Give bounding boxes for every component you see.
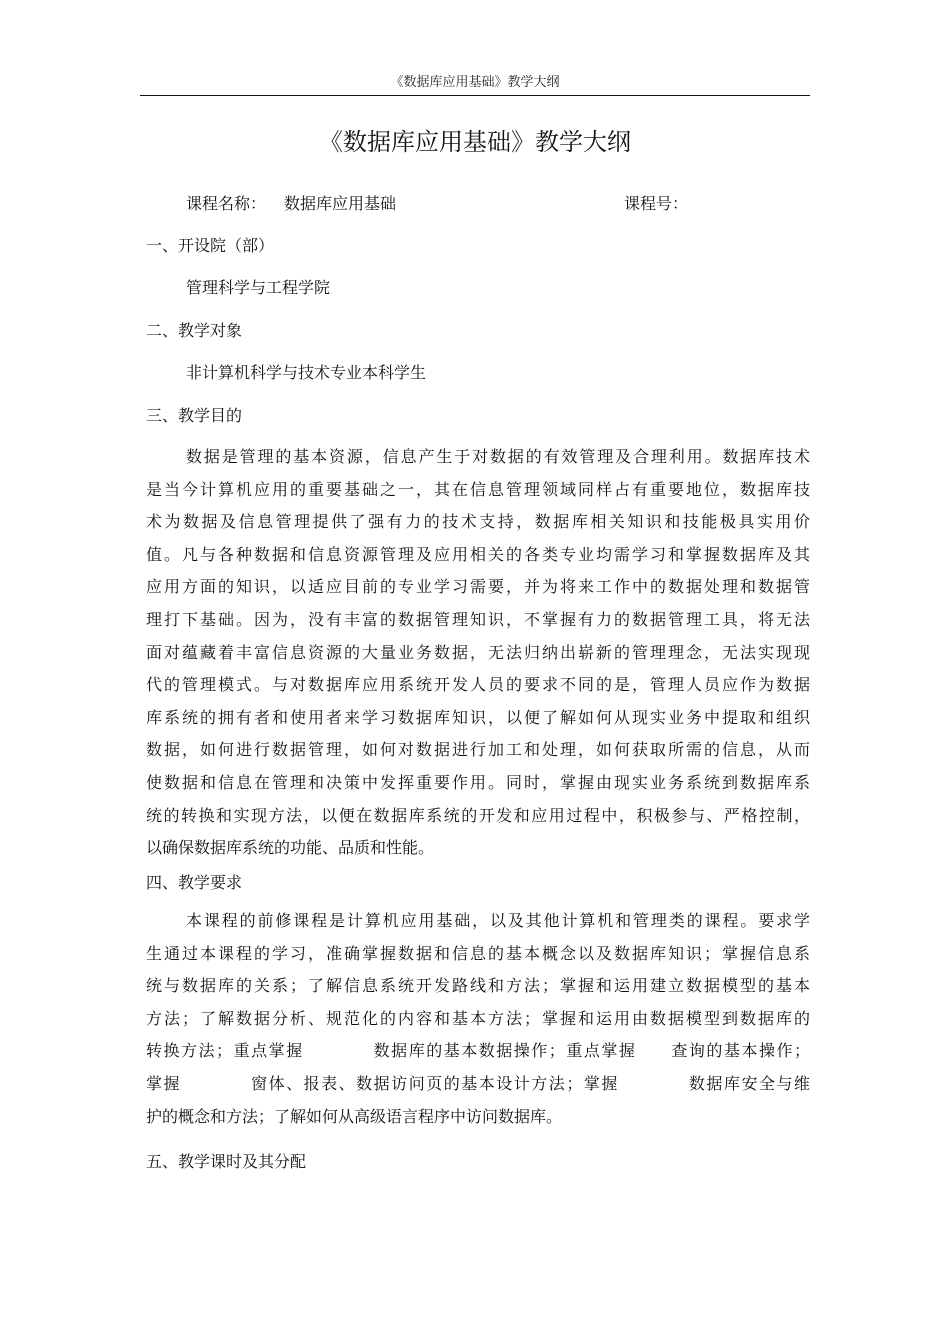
paragraph-line: 生通过本课程的学习，准确掌握数据和信息的基本概念以及数据库知识；掌握信息系 [146,943,810,963]
paragraph-line: 使数据和信息在管理和决策中发挥重要作用。同时，掌握由现实业务系统到数据库系 [146,772,810,792]
section-body-2: 非计算机科学与技术专业本科学生 [186,363,427,382]
document-title: 《数据库应用基础》教学大纲 [319,128,631,156]
course-name-value: 数据库应用基础 [284,194,397,213]
course-number-label: 课程号： [624,194,689,213]
paragraph-line: 数据是管理的基本资源，信息产生于对数据的有效管理及合理利用。数据库技术 [186,447,810,466]
header-rule [140,95,810,96]
paragraph-line: 统与数据库的关系；了解信息系统开发路线和方法；掌握和运用建立数据模型的基本 [146,976,810,996]
running-header: 《数据库应用基础》教学大纲 [390,75,560,90]
paragraph-line: 掌握 窗体、报表、数据访问页的基本设计方法；掌握 数据库安全与维 [146,1073,810,1093]
paragraph-line: 方法；了解数据分析、规范化的内容和基本方法；掌握和运用由数据模型到数据库的 [146,1008,810,1028]
paragraph-line: 本课程的前修课程是计算机应用基础，以及其他计算机和管理类的课程。要求学 [186,911,810,930]
paragraph-line: 是当今计算机应用的重要基础之一，其在信息管理领域同样占有重要地位，数据库技 [146,479,810,499]
section-heading-2: 二、教学对象 [146,321,243,340]
paragraph-line: 理打下基础。因为，没有丰富的数据管理知识，不掌握有力的数据管理工具，将无法 [146,609,810,629]
paragraph-line: 数据，如何进行数据管理，如何对数据进行加工和处理，如何获取所需的信息，从而 [146,740,810,760]
paragraph-line: 术为数据及信息管理提供了强有力的技术支持，数据库相关知识和技能极具实用价 [146,512,810,532]
section-paragraph-3 [146,441,810,865]
paragraph-line: 转换方法；重点掌握 数据库的基本数据操作；重点掌握 查询的基本操作； [146,1041,810,1061]
section-paragraph-4 [146,905,810,1133]
section-heading-1: 一、开设院（部） [146,236,275,255]
paragraph-line: 护的概念和方法；了解如何从高级语言程序中访问数据库。 [146,1106,563,1126]
section-heading-3: 三、教学目的 [146,406,243,425]
section-body-1: 管理科学与工程学院 [186,278,331,297]
course-name-label: 课程名称： [186,194,267,213]
paragraph-line: 代的管理模式。与对数据库应用系统开发人员的要求不同的是，管理人员应作为数据 [146,675,810,695]
paragraph-line: 以确保数据库系统的功能、品质和性能。 [146,838,435,858]
paragraph-line: 统的转换和实现方法，以便在数据库系统的开发和应用过程中，积极参与、严格控制， [146,805,810,825]
paragraph-line: 值。凡与各种数据和信息资源管理及应用相关的各类专业均需学习和掌握数据库及其 [146,544,810,564]
paragraph-line: 面对蕴藏着丰富信息资源的大量业务数据，无法归纳出崭新的管理理念，无法实现现 [146,642,810,662]
course-info-row [186,192,810,216]
paragraph-line: 应用方面的知识，以适应目前的专业学习需要，并为将来工作中的数据处理和数据管 [146,577,810,597]
paragraph-line: 库系统的拥有者和使用者来学习数据库知识，以便了解如何从现实业务中提取和组织 [146,707,810,727]
section-heading-4: 四、教学要求 [146,873,243,892]
section-heading-5: 五、教学课时及其分配 [146,1152,307,1171]
